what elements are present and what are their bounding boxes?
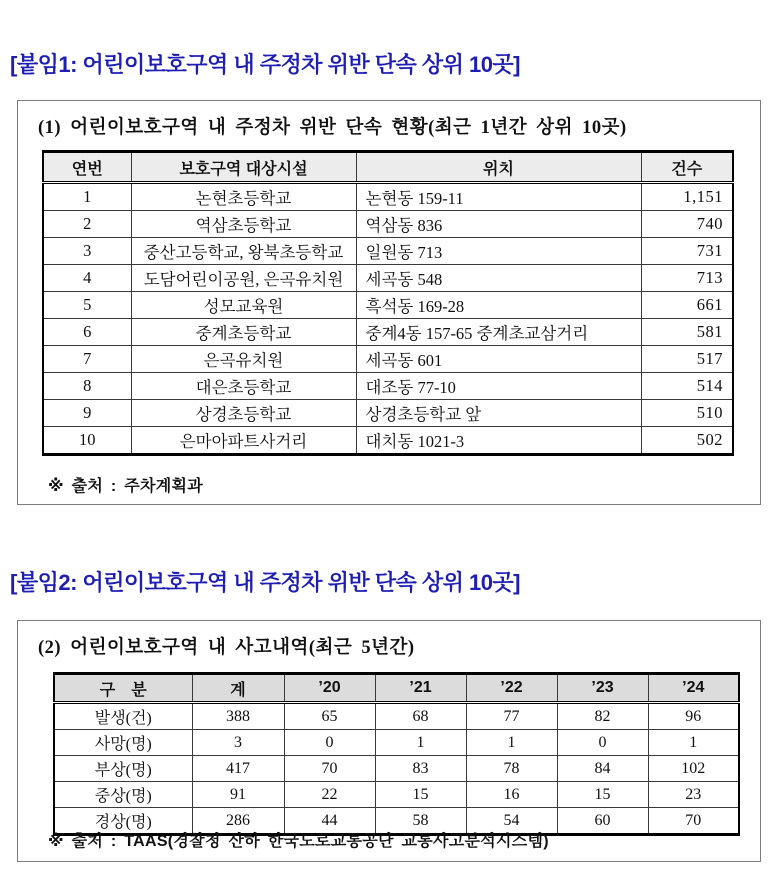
- table-row: [43, 373, 733, 400]
- table-cell: 은곡유치원: [131, 346, 356, 373]
- table-cell: 일원동 713: [356, 238, 641, 265]
- table-cell: 8: [43, 373, 131, 400]
- enforcement-section-box: [17, 100, 761, 505]
- table-cell: 15: [375, 782, 466, 808]
- table-cell: 70: [648, 808, 739, 835]
- table-cell: 중계4동 157-65 중계초교삼거리: [356, 319, 641, 346]
- accident-table: [53, 672, 740, 836]
- table-cell: 502: [641, 427, 733, 455]
- table-cell: 0: [284, 730, 375, 756]
- table-cell: 세곡동 601: [356, 346, 641, 373]
- table-cell: 1: [466, 730, 557, 756]
- column-header-year-21: ’21: [375, 674, 466, 703]
- table-cell: 7: [43, 346, 131, 373]
- table-cell: 84: [557, 756, 648, 782]
- table-cell: 58: [375, 808, 466, 835]
- table-cell: 1: [375, 730, 466, 756]
- table-row: [43, 346, 733, 373]
- table-cell: 510: [641, 400, 733, 427]
- enforcement-table: [42, 150, 734, 456]
- table-cell: 역삼동 836: [356, 211, 641, 238]
- table-row: [43, 427, 733, 455]
- table-header-row: [54, 674, 739, 703]
- table-cell: 102: [648, 756, 739, 782]
- table-cell: 3: [192, 730, 284, 756]
- table-cell: 77: [466, 703, 557, 730]
- table-cell: 388: [192, 703, 284, 730]
- table-row: [54, 730, 739, 756]
- table-cell: 44: [284, 808, 375, 835]
- table-cell: 도담어린이공원, 은곡유치원: [131, 265, 356, 292]
- table-cell: 83: [375, 756, 466, 782]
- table-row: [43, 238, 733, 265]
- accident-heading: (2) 어린이보호구역 내 사고내역(최근 5년간): [38, 638, 415, 658]
- table-cell: 581: [641, 319, 733, 346]
- table-cell: 65: [284, 703, 375, 730]
- column-header-year-20: ’20: [284, 674, 375, 703]
- table-cell: 70: [284, 756, 375, 782]
- table-cell: 역삼초등학교: [131, 211, 356, 238]
- table-cell: 0: [557, 730, 648, 756]
- table-cell: 713: [641, 265, 733, 292]
- attachment2-title: [붙임2: 어린이보호구역 내 주정차 위반 단속 상위 10곳]: [10, 570, 521, 595]
- column-header-year-24: ’24: [648, 674, 739, 703]
- table-cell: 9: [43, 400, 131, 427]
- table-cell: 대은초등학교: [131, 373, 356, 400]
- table-cell: 6: [43, 319, 131, 346]
- table-cell: 417: [192, 756, 284, 782]
- table-row: [54, 782, 739, 808]
- table-row: [43, 265, 733, 292]
- source-note-taas: ※ 출처 : TAAS(경찰청 산하 한국도로교통공단 교통사고분석시스템): [48, 833, 549, 850]
- column-header-location: 위치: [356, 152, 641, 183]
- table-cell: 흑석동 169-28: [356, 292, 641, 319]
- table-cell: 논현초등학교: [131, 183, 356, 211]
- table-cell: 1: [648, 730, 739, 756]
- table-cell: 중상(명): [54, 782, 192, 808]
- table-row: [43, 292, 733, 319]
- table-cell: 91: [192, 782, 284, 808]
- table-cell: 경상(명): [54, 808, 192, 835]
- table-cell: 82: [557, 703, 648, 730]
- table-cell: 성모교육원: [131, 292, 356, 319]
- accident-section-box: [17, 620, 761, 862]
- table-cell: 78: [466, 756, 557, 782]
- column-header-category: 구 분: [54, 674, 192, 703]
- table-row: [54, 703, 739, 730]
- column-header-count: 건수: [641, 152, 733, 183]
- table-cell: 은마아파트사거리: [131, 427, 356, 455]
- table-row: [43, 319, 733, 346]
- table-cell: 517: [641, 346, 733, 373]
- table-cell: 22: [284, 782, 375, 808]
- column-header-total: 계: [192, 674, 284, 703]
- table-row: [54, 756, 739, 782]
- table-cell: 731: [641, 238, 733, 265]
- table-row: [43, 211, 733, 238]
- table-cell: 15: [557, 782, 648, 808]
- table-cell: 세곡동 548: [356, 265, 641, 292]
- table-cell: 68: [375, 703, 466, 730]
- table-cell: 발생(건): [54, 703, 192, 730]
- table-cell: 대치동 1021-3: [356, 427, 641, 455]
- column-header-year-22: ’22: [466, 674, 557, 703]
- column-header-facility: 보호구역 대상시설: [131, 152, 356, 183]
- table-cell: 54: [466, 808, 557, 835]
- table-cell: 사망(명): [54, 730, 192, 756]
- table-row: [43, 400, 733, 427]
- attachment1-title: [붙임1: 어린이보호구역 내 주정차 위반 단속 상위 10곳]: [10, 52, 521, 77]
- table-cell: 16: [466, 782, 557, 808]
- table-cell: 514: [641, 373, 733, 400]
- table-cell: 2: [43, 211, 131, 238]
- table-cell: 4: [43, 265, 131, 292]
- table-cell: 대조동 77-10: [356, 373, 641, 400]
- source-note-parking: ※ 출처 : 주차계획과: [48, 478, 204, 495]
- table-cell: 96: [648, 703, 739, 730]
- table-cell: 1: [43, 183, 131, 211]
- table-header-row: [43, 152, 733, 183]
- table-cell: 740: [641, 211, 733, 238]
- table-cell: 1,151: [641, 183, 733, 211]
- table-cell: 661: [641, 292, 733, 319]
- table-cell: 상경초등학교 앞: [356, 400, 641, 427]
- table-cell: 부상(명): [54, 756, 192, 782]
- column-header-year-23: ’23: [557, 674, 648, 703]
- table-cell: 상경초등학교: [131, 400, 356, 427]
- table-cell: 중계초등학교: [131, 319, 356, 346]
- enforcement-heading: (1) 어린이보호구역 내 주정차 위반 단속 현황(최근 1년간 상위 10곳): [38, 118, 627, 138]
- table-cell: 중산고등학교, 왕북초등학교: [131, 238, 356, 265]
- table-cell: 논현동 159-11: [356, 183, 641, 211]
- table-cell: 23: [648, 782, 739, 808]
- table-cell: 3: [43, 238, 131, 265]
- column-header-no: 연번: [43, 152, 131, 183]
- table-cell: 10: [43, 427, 131, 455]
- table-cell: 5: [43, 292, 131, 319]
- table-cell: 60: [557, 808, 648, 835]
- table-cell: 286: [192, 808, 284, 835]
- table-row: [43, 183, 733, 211]
